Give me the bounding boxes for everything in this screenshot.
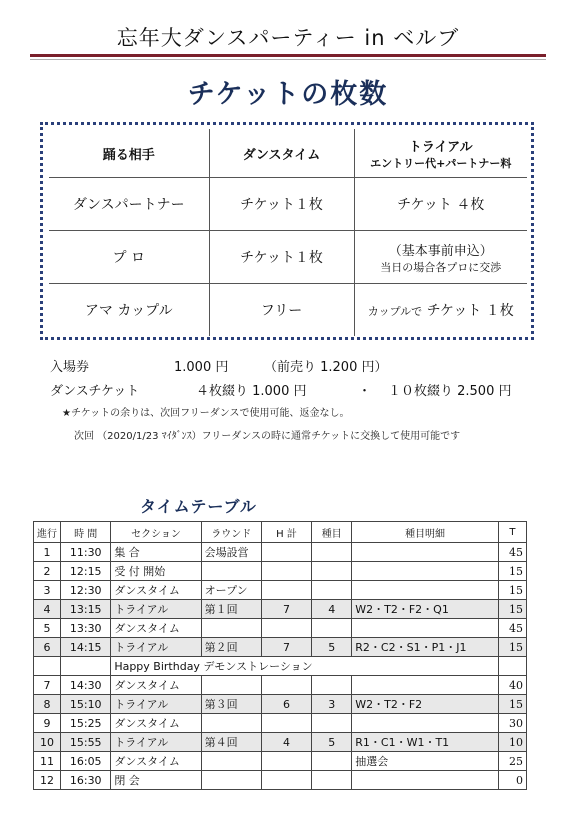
dance-cell: チケット１枚	[209, 178, 354, 231]
row-round: 会場設営	[201, 543, 261, 562]
row-time: 16:30	[61, 771, 111, 790]
row-time: 11:30	[61, 543, 111, 562]
row-kind	[312, 752, 352, 771]
timetable-special	[34, 657, 527, 676]
ticket-table	[49, 129, 527, 336]
row-no: 7	[34, 676, 61, 695]
ticket-label: ダンスチケット	[50, 384, 140, 399]
note-line: 次回 （2020/1/23 ﾏｲﾀﾞﾝｽ）フリーダンスの時に通常チケットに交換して使用可能です	[74, 431, 461, 442]
row-kind	[312, 619, 352, 638]
row-no: 6	[34, 638, 61, 657]
table-row	[34, 676, 527, 695]
row-time: 14:30	[61, 676, 111, 695]
row-section: ダンスタイム	[111, 619, 201, 638]
row-detail	[352, 619, 499, 638]
row-section: 集 合	[111, 543, 201, 562]
row-detail: R2・C2・S1・P1・J1	[352, 638, 499, 657]
partner-cell: アマ カップル	[49, 284, 209, 337]
row-h	[261, 562, 311, 581]
col-time: 時 間	[61, 522, 111, 543]
trial-cell: チケット ４枚	[354, 178, 527, 231]
row-kind	[312, 714, 352, 733]
row-round: 第３回	[201, 695, 261, 714]
row-round	[201, 562, 261, 581]
row-detail	[352, 581, 499, 600]
row-t: 15	[498, 581, 526, 600]
dance-cell: チケット１枚	[209, 231, 354, 284]
title-underline-thin	[30, 59, 546, 60]
row-round	[201, 714, 261, 733]
row-no: 4	[34, 600, 61, 619]
row-no: 2	[34, 562, 61, 581]
row-round: 第１回	[201, 600, 261, 619]
timetable-header	[34, 522, 527, 543]
table-row	[34, 638, 527, 657]
notes	[62, 404, 460, 442]
ticket-table-frame	[40, 122, 534, 340]
row-h: 4	[261, 733, 311, 752]
page-title: 忘年大ダンスパーティー in ベルブ	[116, 26, 460, 50]
col-h: H 計	[261, 522, 311, 543]
table-row	[34, 695, 527, 714]
row-detail	[352, 771, 499, 790]
trial-note: 当日の場合各プロに交渉	[380, 260, 502, 274]
ticket-row	[49, 178, 527, 231]
row-h: 7	[261, 600, 311, 619]
row-t: 10	[498, 733, 526, 752]
row-detail: W2・T2・F2	[352, 695, 499, 714]
row-kind: 3	[312, 695, 352, 714]
header-trial-sub: エントリー代+パートナー料	[370, 156, 512, 170]
row-kind	[312, 562, 352, 581]
row-no: 8	[34, 695, 61, 714]
table-row	[34, 543, 527, 562]
row-h: 7	[261, 638, 311, 657]
col-round: ラウンド	[201, 522, 261, 543]
timetable-body	[34, 676, 527, 790]
trial-cell	[354, 284, 527, 337]
row-section: ダンスタイム	[111, 714, 201, 733]
header-dance-time: ダンスタイム	[209, 129, 354, 178]
col-t: T	[498, 522, 526, 543]
col-no: 進行	[34, 522, 61, 543]
row-t: 45	[498, 543, 526, 562]
row-section: ダンスタイム	[111, 676, 201, 695]
row-detail: W2・T2・F2・Q1	[352, 600, 499, 619]
row-time: 16:05	[61, 752, 111, 771]
ticket-count-heading: チケットの枚数	[187, 79, 389, 110]
row-h	[261, 752, 311, 771]
row-detail	[352, 562, 499, 581]
row-h	[261, 543, 311, 562]
row-detail: 抽選会	[352, 752, 499, 771]
entry-presale: （前売り 1.200 円）	[264, 360, 388, 375]
table-row	[34, 771, 527, 790]
header-trial-label: トライアル	[408, 139, 473, 155]
trial-cell	[354, 231, 527, 284]
row-round: 第４回	[201, 733, 261, 752]
col-kind: 種目	[312, 522, 352, 543]
row-section: ダンスタイム	[111, 752, 201, 771]
row-h	[261, 714, 311, 733]
trial-main: チケット １枚	[426, 303, 514, 319]
special-event: Happy Birthday デモンストレーション	[111, 657, 499, 676]
row-section: 受 付 開始	[111, 562, 201, 581]
table-row	[34, 600, 527, 619]
row-round	[201, 771, 261, 790]
row-no: 12	[34, 771, 61, 790]
row-section: トライアル	[111, 733, 201, 752]
note-line: ★チケットの余りは、次回フリーダンスで使用可能、返金なし。	[62, 408, 350, 419]
partner-cell: ダンスパートナー	[49, 178, 209, 231]
row-section: トライアル	[111, 600, 201, 619]
col-detail: 種目明細	[352, 522, 499, 543]
row-time: 15:25	[61, 714, 111, 733]
row-t: 40	[498, 676, 526, 695]
dance-cell: フリー	[209, 284, 354, 337]
ticket-row	[49, 284, 527, 337]
row-no: 11	[34, 752, 61, 771]
row-h	[261, 619, 311, 638]
ticket-row	[49, 231, 527, 284]
table-row	[34, 657, 527, 676]
header-partner: 踊る相手	[49, 129, 209, 178]
table-row	[34, 733, 527, 752]
row-kind	[312, 543, 352, 562]
row-kind	[312, 771, 352, 790]
row-t: 15	[498, 600, 526, 619]
row-time: 15:55	[61, 733, 111, 752]
trial-prefix: カップルで	[367, 305, 423, 318]
title-underline	[30, 54, 546, 57]
row-no: 9	[34, 714, 61, 733]
timetable-body	[34, 543, 527, 657]
table-row	[34, 581, 527, 600]
row-time: 14:15	[61, 638, 111, 657]
row-no: 5	[34, 619, 61, 638]
row-kind: 5	[312, 733, 352, 752]
table-row	[34, 619, 527, 638]
row-t: 0	[498, 771, 526, 790]
row-section: 閉 会	[111, 771, 201, 790]
price-separator: ・	[358, 384, 372, 399]
row-section: トライアル	[111, 695, 201, 714]
trial-main: （基本事前申込）	[388, 243, 493, 259]
row-detail: R1・C1・W1・T1	[352, 733, 499, 752]
ticket-table-header	[49, 129, 527, 178]
row-no: 3	[34, 581, 61, 600]
row-t: 15	[498, 695, 526, 714]
row-time: 12:30	[61, 581, 111, 600]
row-detail	[352, 676, 499, 695]
row-h: 6	[261, 695, 311, 714]
header-trial	[354, 129, 527, 178]
row-time: 12:15	[61, 562, 111, 581]
ticket-10-price: １０枚綴り 2.500 円	[388, 384, 512, 399]
row-h	[261, 676, 311, 695]
table-row	[34, 714, 527, 733]
row-section: ダンスタイム	[111, 581, 201, 600]
row-t: 25	[498, 752, 526, 771]
row-kind: 5	[312, 638, 352, 657]
row-round	[201, 676, 261, 695]
col-section: セクション	[111, 522, 201, 543]
entry-price: 1.000 円	[174, 360, 229, 375]
ticket-4-price: ４枚綴り 1.000 円	[196, 384, 307, 399]
row-detail	[352, 543, 499, 562]
table-row	[34, 752, 527, 771]
row-t: 45	[498, 619, 526, 638]
row-time: 13:15	[61, 600, 111, 619]
row-h	[261, 771, 311, 790]
row-h	[261, 581, 311, 600]
timetable	[33, 521, 527, 790]
row-round: 第２回	[201, 638, 261, 657]
row-no: 1	[34, 543, 61, 562]
partner-cell: プ ロ	[49, 231, 209, 284]
row-kind	[312, 581, 352, 600]
table-row	[34, 562, 527, 581]
row-round: オープン	[201, 581, 261, 600]
entry-label: 入場券	[50, 360, 90, 375]
row-t: 15	[498, 638, 526, 657]
row-time: 15:10	[61, 695, 111, 714]
row-no: 10	[34, 733, 61, 752]
row-kind: 4	[312, 600, 352, 619]
timetable-heading: タイムテーブル	[140, 497, 257, 516]
row-round	[201, 752, 261, 771]
row-kind	[312, 676, 352, 695]
row-round	[201, 619, 261, 638]
row-detail	[352, 714, 499, 733]
row-t: 15	[498, 562, 526, 581]
row-section: トライアル	[111, 638, 201, 657]
row-t: 30	[498, 714, 526, 733]
row-time: 13:30	[61, 619, 111, 638]
